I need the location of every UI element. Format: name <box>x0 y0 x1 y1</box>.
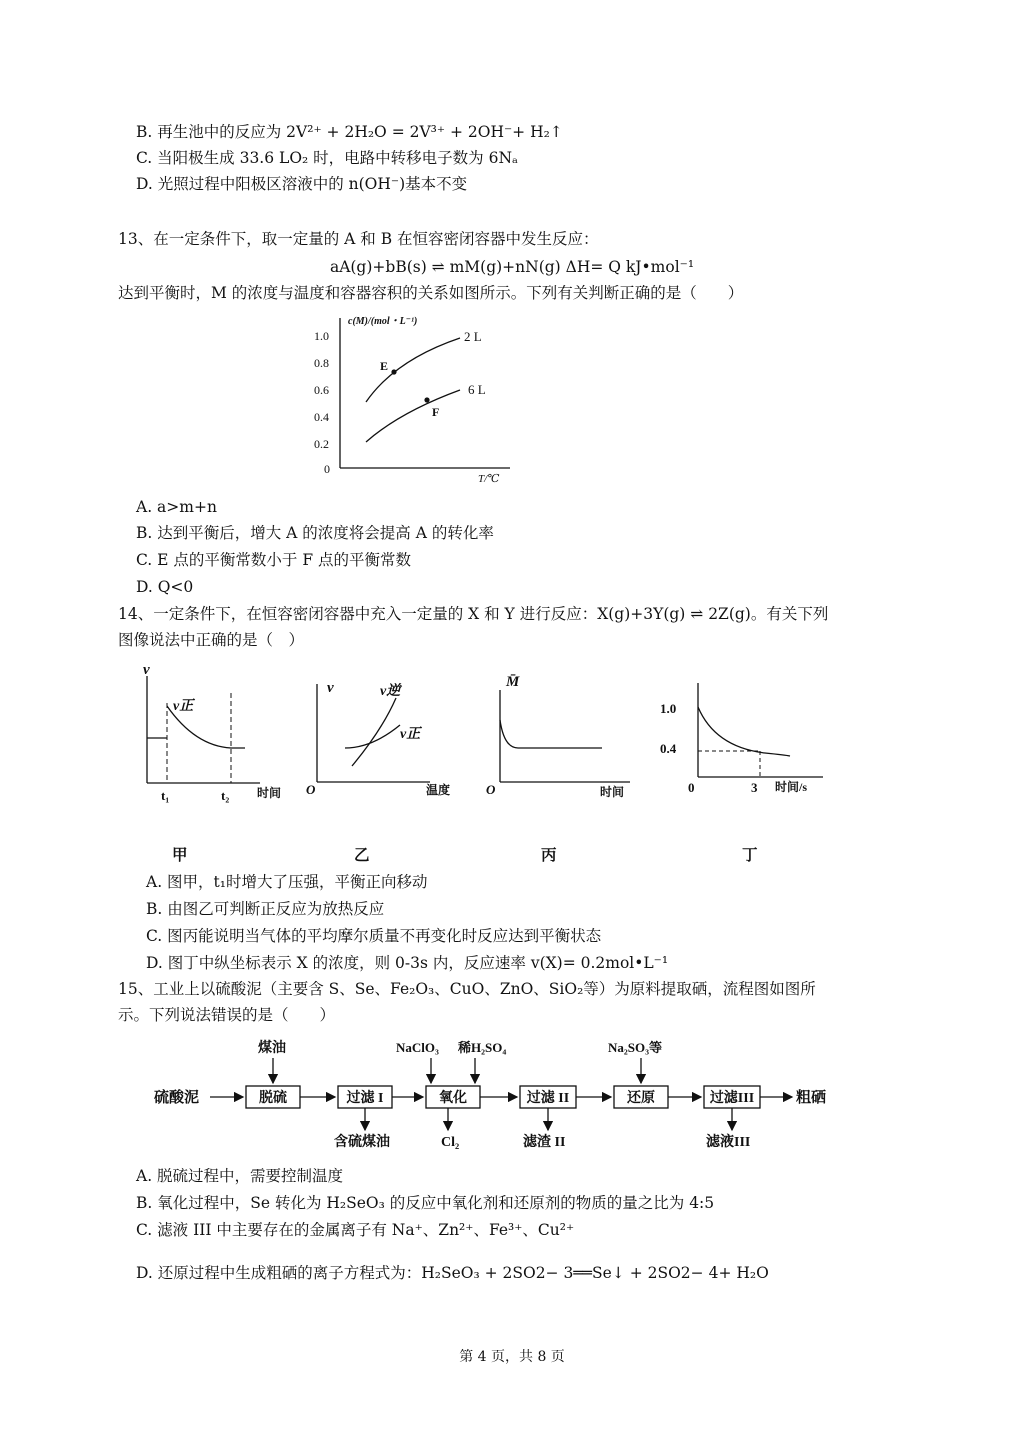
yi-curve-label-forward: v正 <box>400 727 421 742</box>
q13-ytick: 0.8 <box>314 356 329 370</box>
q12-option-b: B. 再生池中的反应为 2V²⁺ + 2H₂O = 2V³⁺ + 2OH⁻+ H₂↑ <box>136 123 563 141</box>
q13-stem2: 达到平衡时，M 的浓度与温度和容器容积的关系如图所示。下列有关判断正确的是（ ） <box>118 284 744 302</box>
q13-ytick: 1.0 <box>314 329 329 343</box>
jia-t1: t₁ <box>161 788 170 803</box>
yi-curve-label-reverse: v逆 <box>380 684 401 699</box>
graph-bing <box>480 668 640 805</box>
q15-option-c: C. 滤液 III 中主要存在的金属离子有 Na⁺、Zn²⁺、Fe³⁺、Cu²⁺ <box>136 1221 575 1239</box>
q14-option-d: D. 图丁中纵坐标表示 X 的浓度，则 0-3s 内，反应速率 v(X)= 0.2mol•L⁻¹ <box>146 954 669 972</box>
q13-option-a: A. a>m+n <box>136 498 217 516</box>
jia-curve-label: v正 <box>173 699 194 714</box>
yi-origin: O <box>306 782 316 797</box>
q15-stem: 15、工业上以硫酸泥（主要含 S、Se、Fe₂O₃、CuO、ZnO、SiO₂等）为原料提取硒，流程图如图所 <box>118 980 816 998</box>
flow-box-filter-3: 过滤III <box>709 1091 755 1106</box>
flow-end: 粗硒 <box>796 1090 827 1106</box>
graph-jia <box>135 658 295 808</box>
jia-t2: t₂ <box>221 788 230 803</box>
q12-option-d: D. 光照过程中阳极区溶液中的 n(OH⁻)基本不变 <box>136 175 468 193</box>
q14-option-c: C. 图丙能说明当气体的平均摩尔质量不再变化时反应达到平衡状态 <box>146 927 602 945</box>
flow-box-reduce: 还原 <box>627 1091 655 1106</box>
yi-y-label: v <box>327 680 334 696</box>
caption-bing: 丙 <box>541 845 557 864</box>
bing-y-label: M̄ <box>506 674 520 690</box>
q13-ytick: 0.2 <box>314 437 329 451</box>
q13-ytick: 0 <box>324 462 330 476</box>
q12-option-c: C. 当阳极生成 33.6 LO₂ 时，电路中转移电子数为 6Nₐ <box>136 149 518 167</box>
flow-box-desulfurize: 脱硫 <box>259 1091 287 1106</box>
q15-option-d: D. 还原过程中生成粗硒的离子方程式为：H₂SeO₃ + 2SO2− 3══Se↓ + 2SO2− 4+ H₂O <box>136 1264 769 1282</box>
point-F <box>424 397 429 402</box>
point-label-E: E <box>380 359 389 373</box>
q14-stem: 14、一定条件下，在恒容密闭容器中充入一定量的 X 和 Y 进行反应：X(g)+3Y(g) ⇌ 2Z(g)。有关下列 <box>118 605 829 623</box>
caption-yi: 乙 <box>354 845 370 864</box>
graph-yi <box>300 670 470 805</box>
bing-x-label: 时间 <box>600 785 625 799</box>
point-E <box>391 369 396 374</box>
q13-concentration-graph <box>300 310 520 485</box>
q15-flowchart <box>150 1036 850 1158</box>
q14-option-a: A. 图甲，t₁时增大了压强，平衡正向移动 <box>146 873 428 891</box>
q15-stem2: 示。下列说法错误的是（ ） <box>118 1006 336 1024</box>
flow-box-filter-2: 过滤 II <box>526 1091 570 1106</box>
curve-label-2L: 2 L <box>464 329 482 344</box>
caption-ding: 丁 <box>742 845 758 864</box>
q13-option-b: B. 达到平衡后，增大 A 的浓度将会提高 A 的转化率 <box>136 524 494 542</box>
ding-x-label: 时间/s <box>775 780 808 794</box>
graph-ding <box>655 675 835 800</box>
flow-output-filtrate-3: 滤液III <box>706 1135 751 1150</box>
q13-equation: aA(g)+bB(s) ⇌ mM(g)+nN(g) ΔH= Q kJ•mol⁻¹ <box>329 258 695 276</box>
q14-stem2: 图像说法中正确的是（ ） <box>118 631 305 649</box>
yi-x-label: 温度 <box>426 783 451 797</box>
q13-ytick: 0.4 <box>314 410 329 424</box>
flow-start: 硫酸泥 <box>154 1090 200 1106</box>
curve-label-6L: 6 L <box>468 382 486 397</box>
q13-option-d: D. Q<0 <box>136 578 194 596</box>
ding-xtick: 3 <box>751 780 758 795</box>
ding-ytick: 1.0 <box>660 701 677 716</box>
flow-input-h2so4: 稀H₂SO₄ <box>458 1040 507 1055</box>
q13-option-c: C. E 点的平衡常数小于 F 点的平衡常数 <box>136 551 412 569</box>
point-label-F: F <box>432 405 440 419</box>
flow-output-sulfur-kerosene: 含硫煤油 <box>334 1135 390 1150</box>
ding-ytick: 0.4 <box>660 741 677 756</box>
flow-output-cl2: Cl₂ <box>441 1135 460 1150</box>
q13-xlabel: T/℃ <box>478 473 500 485</box>
page-footer: 第 4 页，共 8 页 <box>459 1349 565 1365</box>
flow-box-filter-1: 过滤 I <box>346 1091 384 1106</box>
flow-input-na2so3: Na₂SO₃等 <box>608 1040 663 1055</box>
jia-y-label: v <box>143 662 150 678</box>
q13-ytick: 0.6 <box>314 383 329 397</box>
q13-ylabel: c(M)/(mol・L⁻¹) <box>348 316 418 327</box>
jia-x-label: 时间 <box>257 786 282 800</box>
q15-option-b: B. 氧化过程中，Se 转化为 H₂SeO₃ 的反应中氧化剂和还原剂的物质的量之比为 4:5 <box>136 1194 715 1212</box>
flow-input-kerosene: 煤油 <box>258 1041 286 1056</box>
q14-option-b: B. 由图乙可判断正反应为放热反应 <box>146 900 385 918</box>
curve-6L <box>366 390 460 442</box>
q15-option-a: A. 脱硫过程中，需要控制温度 <box>136 1167 344 1185</box>
flow-input-naclo3: NaClO₃ <box>396 1040 439 1055</box>
flow-output-residue-2: 滤渣 II <box>523 1135 566 1150</box>
ding-origin: 0 <box>688 780 695 795</box>
flow-box-oxidize: 氧化 <box>439 1091 467 1106</box>
bing-origin: O <box>486 782 496 797</box>
q13-stem: 13、在一定条件下，取一定量的 A 和 B 在恒容密闭容器中发生反应： <box>118 230 599 248</box>
caption-jia: 甲 <box>172 845 188 864</box>
